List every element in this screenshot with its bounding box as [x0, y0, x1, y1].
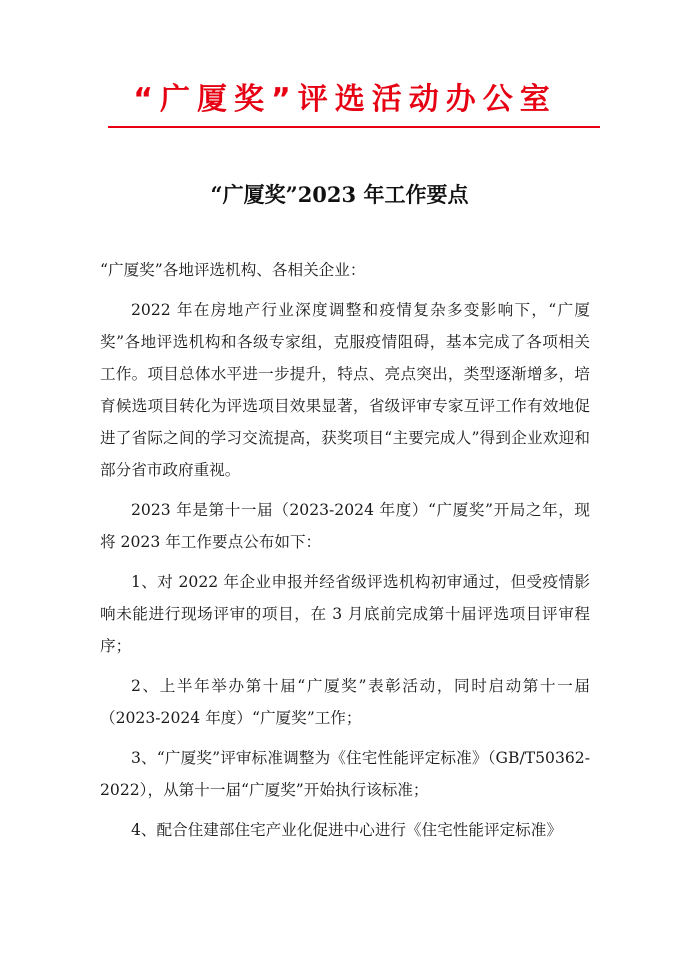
document-body — [100, 254, 590, 854]
list-item-1: 1、对 2022 年企业申报并经省级评选机构初审通过，但受疫情影响未能进行现场评审的项目，在 3 月底前完成第十届评选项目评审程序； — [100, 573, 590, 655]
paragraph-intro: 2022 年在房地产行业深度调整和疫情复杂多变影响下，“广厦奖”各地评选机构和各级专家组，克服疫情阻碍，基本完成了各项相关工作。项目总体水平进一步提升，特点、亮点突出，类型逐渐增多，培育候选项目转化为评选项目效果显著，省级评审专家互评工作有效地促进了省际之间的学习交流提高，获奖项目“主要完成人”得到企业欢迎和部分省市政府重视。 — [100, 301, 590, 479]
letterhead-office-name: “广厦奖”评选活动办公室 — [133, 82, 557, 117]
list-item-2: 2、上半年举办第十届“广厦奖”表彰活动，同时启动第十一届（2023-2024 年度）“广厦奖”工作； — [100, 677, 590, 727]
salutation: “广厦奖”各地评选机构、各相关企业： — [100, 261, 366, 279]
paragraph-announcement: 2023 年是第十一届（2023-2024 年度）“广厦奖”开局之年，现将 2023 年工作要点公布如下： — [100, 501, 590, 551]
list-item-3: 3、“广厦奖”评审标准调整为《住宅性能评定标准》（GB/T50362-2022），从第十一届“广厦奖”开始执行该标准； — [100, 749, 590, 799]
document-title: “广厦奖”2023 年工作要点 — [210, 182, 469, 207]
list-item-4: 4、配合住建部住宅产业化促进中心进行《住宅性能评定标准》 — [131, 821, 562, 839]
letterhead-red-rule — [108, 126, 600, 128]
